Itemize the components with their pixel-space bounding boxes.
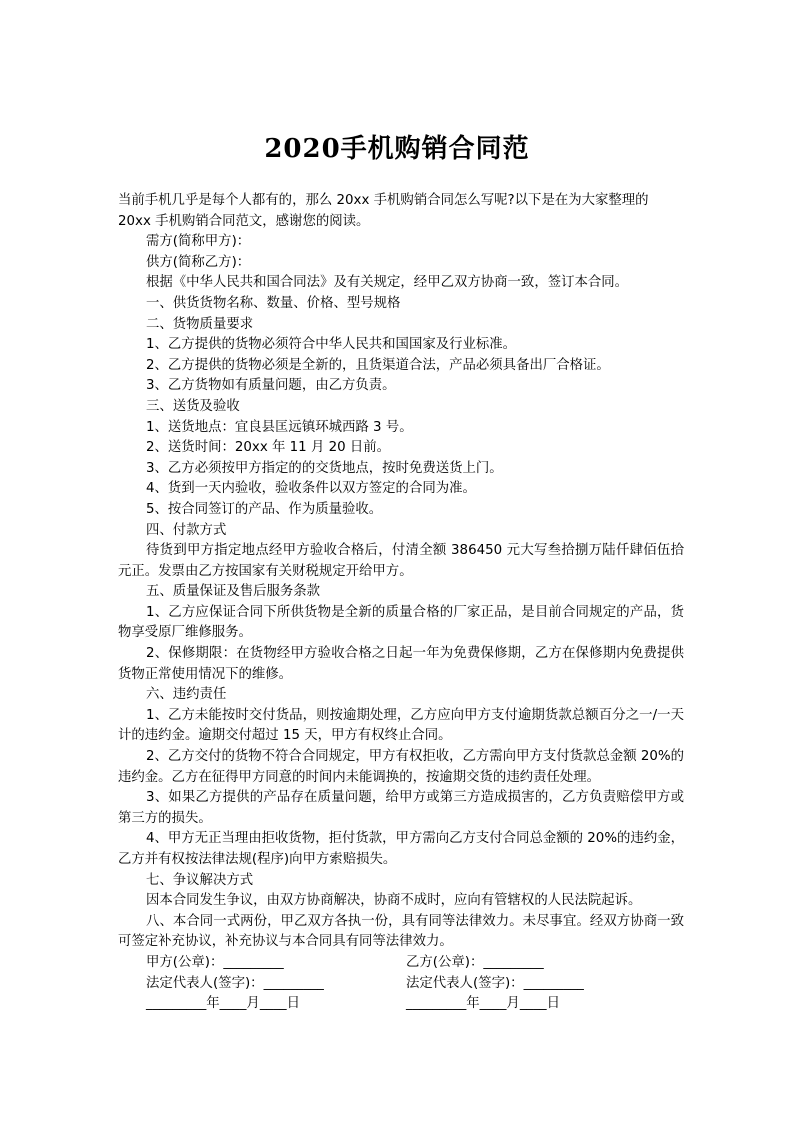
paragraph: 供方(简称乙方)： (146, 254, 251, 270)
party-a-date-line: _________年____月____日 (146, 996, 300, 1012)
signature-row (118, 994, 684, 1015)
paragraph: 1、乙方提供的货物必须符合中华人民共和国国家及行业标准。 (146, 337, 517, 353)
section-heading: 七、争议解决方式 (146, 872, 254, 888)
paragraph: 4、货到一天内验收，验收条件以双方签定的合同为准。 (146, 481, 476, 497)
party-a-representative-line: 法定代表人(签字)：_________ (146, 975, 324, 991)
paragraph: 3、如果乙方提供的产品存在质量问题，给甲方或第三方造成损害的，乙方负责赔偿甲方或第三方的损失。 (118, 790, 684, 826)
intro-line: 20xx 手机购销合同范文，感谢您的阅读。 (118, 213, 370, 229)
paragraph: 需方(简称甲方)： (146, 234, 251, 250)
paragraph: 4、甲方无正当理由拒收货物，拒付货款，甲方需向乙方支付合同总金额的 20%的违约金，乙方并有权按法律法规(程序)向甲方索赔损失。 (118, 831, 684, 867)
paragraph: 3、乙方必须按甲方指定的的交货地点，按时免费送货上门。 (146, 460, 503, 476)
page-title: 2020手机购销合同范 (264, 134, 530, 164)
section-heading: 三、送货及验收 (146, 398, 240, 414)
section-heading: 五、质量保证及售后服务条款 (146, 584, 321, 600)
signature-row (118, 974, 684, 995)
paragraph: 因本合同发生争议，由双方协商解决，协商不成时，应向有管辖权的人民法院起诉。 (146, 893, 642, 909)
party-b-seal-line: 乙方(公章)：_________ (406, 954, 544, 970)
party-b-representative-line: 法定代表人(签字)：_________ (406, 975, 584, 991)
paragraph: 1、乙方未能按时交付货品，则按逾期处理，乙方应向甲方支付逾期货款总额百分之一/一天计的违约金。逾期交付超过 15 天，甲方有权终止合同。 (118, 707, 684, 744)
section-heading: 四、付款方式 (146, 522, 227, 538)
paragraph: 2、乙方提供的货物必须是全新的，且货渠道合法，产品必须具备出厂合格证。 (146, 357, 610, 373)
section-heading: 一、供货货物名称、数量、价格、型号规格 (146, 295, 401, 311)
paragraph: 1、乙方应保证合同下所供货物是全新的质量合格的厂家正品，是目前合同规定的产品，货物享受原厂维修服务。 (118, 604, 684, 641)
section-heading: 六、违约责任 (146, 687, 227, 703)
section-heading: 二、货物质量要求 (146, 316, 254, 332)
party-a-seal-line: 甲方(公章)：_________ (146, 954, 284, 970)
signature-row (118, 953, 684, 974)
contract-body (118, 191, 684, 1015)
paragraph: 2、乙方交付的货物不符合合同规定，甲方有权拒收，乙方需向甲方支付货款总金额 20%的违约金。乙方在征得甲方同意的时间内未能调换的，按逾期交货的违约责任处理。 (118, 749, 684, 785)
paragraph: 八、本合同一式两份，甲乙双方各执一份，具有同等法律效力。未尽事宜。经双方协商一致可签定补充协议，补充协议与本合同具有同等法律效力。 (118, 913, 684, 950)
paragraph: 待货到甲方指定地点经甲方验收合格后，付清全额 386450 元大写叁拾捌万陆仟肆佰伍拾元正。发票由乙方按国家有关财税规定开给甲方。 (118, 543, 684, 579)
paragraph: 3、乙方货物如有质量问题，由乙方负责。 (146, 378, 396, 394)
paragraph: 根据《中华人民共和国合同法》及有关规定，经甲乙双方协商一致，签订本合同。 (146, 275, 629, 291)
paragraph: 5、按合同签订的产品、作为质量验收。 (146, 501, 383, 517)
party-b-date-line: _________年____月____日 (406, 996, 560, 1012)
paragraph: 2、送货时间：20xx 年 11 月 20 日前。 (146, 440, 391, 456)
paragraph: 2、保修期限：在货物经甲方验收合格之日起一年为免费保修期，乙方在保修期内免费提供货物正常使用情况下的维修。 (118, 646, 684, 682)
paragraph: 1、送货地点：宜良县匡远镇环城西路 3 号。 (146, 419, 413, 435)
intro-line: 当前手机几乎是每个人都有的，那么 20xx 手机购销合同怎么写呢?以下是在为大家整理的 (118, 193, 649, 208)
